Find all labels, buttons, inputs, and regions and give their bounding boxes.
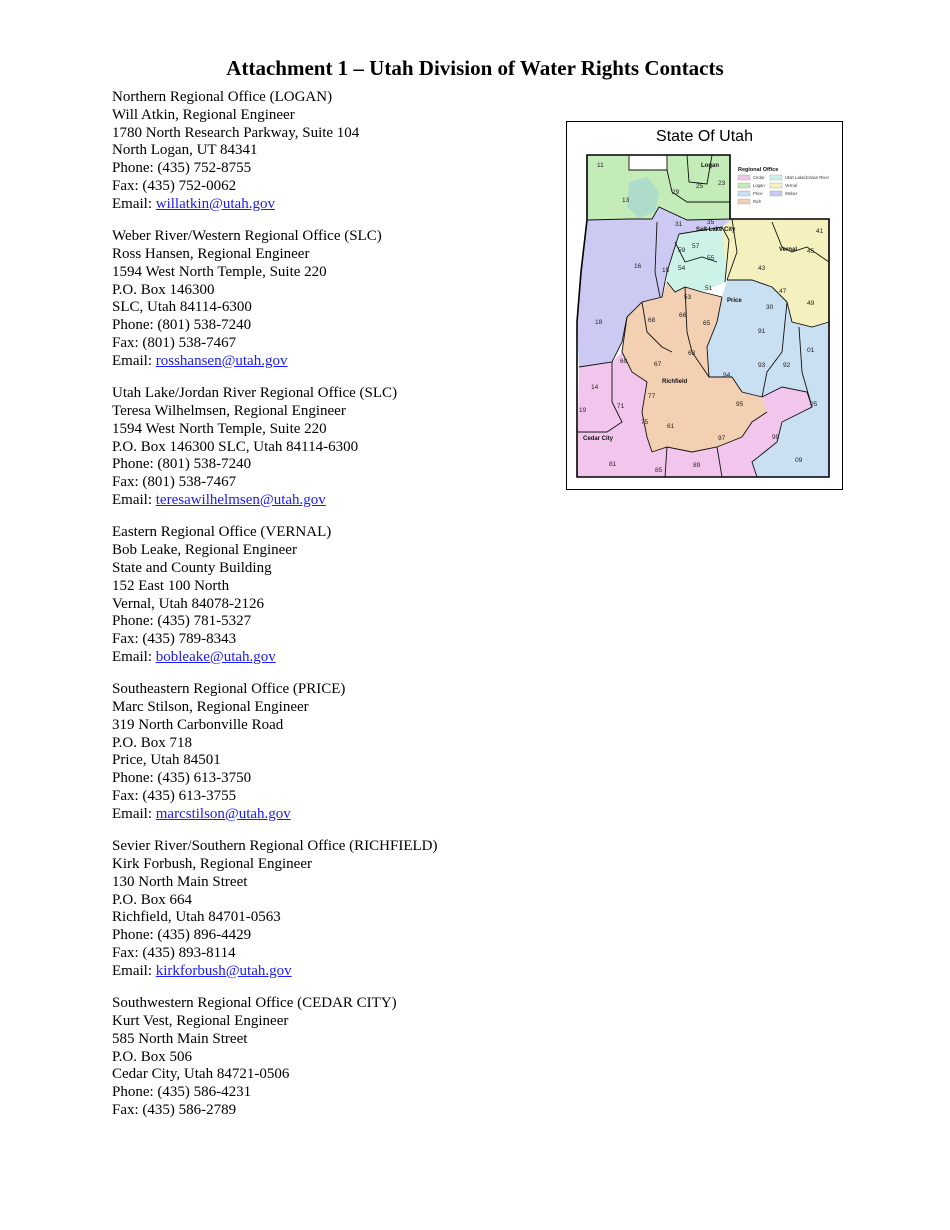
office-detail-line: 152 East 100 North <box>112 577 230 594</box>
area-97: 97 <box>718 435 726 442</box>
legend-swatch <box>738 191 750 196</box>
office-detail-line: 585 North Main Street <box>112 1030 248 1047</box>
email-link[interactable]: rosshansen@utah.gov <box>155 352 288 369</box>
legend-swatch <box>770 183 782 188</box>
email-line <box>112 492 438 510</box>
area-14: 14 <box>591 384 599 391</box>
office-name: Eastern Regional Office (VERNAL) <box>112 524 332 541</box>
office-detail-line: Phone: (435) 613-3750 <box>112 770 252 787</box>
legend-swatch <box>738 199 750 204</box>
area-55: 55 <box>707 255 715 262</box>
area-51: 51 <box>705 285 713 292</box>
office-detail-line: Marc Stilson, Regional Engineer <box>112 699 309 716</box>
email-label: Email: <box>112 352 156 369</box>
city-salt-lake-city: Salt Lake City <box>696 227 736 233</box>
office-detail-line: P.O. Box 146300 <box>112 281 215 298</box>
area-41: 41 <box>816 228 824 235</box>
email-label: Email: <box>112 648 156 665</box>
email-line <box>112 806 438 824</box>
office-detail-line: Vernal, Utah 84078-2126 <box>112 595 265 612</box>
office-detail-line: 319 North Carbonville Road <box>112 716 284 733</box>
area-61: 61 <box>667 423 675 430</box>
office-name: Southwestern Regional Office (CEDAR CITY) <box>112 995 397 1012</box>
area-91: 91 <box>758 328 766 335</box>
area-77: 77 <box>648 393 656 400</box>
area-53: 53 <box>684 294 692 301</box>
office-detail-line: Fax: (435) 893-8114 <box>112 945 236 962</box>
email-label: Email: <box>112 195 156 212</box>
legend-swatch <box>738 175 750 180</box>
office-detail-line: P.O. Box 664 <box>112 891 193 908</box>
area-16: 16 <box>634 263 642 270</box>
area-30: 30 <box>766 304 774 311</box>
legend-title: Regional Office <box>738 167 779 173</box>
area-11: 11 <box>597 162 604 169</box>
area-59: 59 <box>678 247 686 254</box>
legend-label: Price <box>753 191 763 197</box>
city-price: Price <box>727 298 742 304</box>
legend-swatch <box>770 175 782 180</box>
map-legend <box>738 167 830 204</box>
office-detail-line: Ross Hansen, Regional Engineer <box>112 245 310 262</box>
office-detail-line: Phone: (801) 538-7240 <box>112 456 252 473</box>
office-detail-line: Bob Leake, Regional Engineer <box>112 542 297 559</box>
email-line <box>112 963 438 981</box>
office-block <box>112 89 438 214</box>
office-detail-line: Kurt Vest, Regional Engineer <box>112 1013 289 1030</box>
map-graphic <box>567 122 843 490</box>
office-block <box>112 228 438 370</box>
office-name: Sevier River/Southern Regional Office (RICHFIELD) <box>112 838 438 855</box>
email-line <box>112 353 438 371</box>
email-link[interactable]: marcstilson@utah.gov <box>155 805 291 822</box>
area-13: 13 <box>622 197 630 204</box>
office-detail-line: Phone: (435) 586-4231 <box>112 1084 252 1101</box>
office-detail-line: 1594 West North Temple, Suite 220 <box>112 420 327 437</box>
office-detail-line: Phone: (435) 752-8755 <box>112 160 252 177</box>
area-93: 93 <box>758 362 766 369</box>
office-detail-line: Fax: (435) 613-3755 <box>112 788 237 805</box>
legend-swatch <box>738 183 750 188</box>
area-63: 63 <box>688 350 696 357</box>
area-65: 65 <box>703 320 711 327</box>
area-15: 15 <box>662 267 670 274</box>
contact-list <box>112 89 438 1134</box>
office-block <box>112 995 438 1120</box>
office-detail-line: Kirk Forbush, Regional Engineer <box>112 856 312 873</box>
office-block <box>112 681 438 823</box>
area-01: 01 <box>807 347 815 354</box>
office-detail-line: Fax: (801) 538-7467 <box>112 334 237 351</box>
office-detail-line: Cedar City, Utah 84721-0506 <box>112 1066 290 1083</box>
office-detail-line: Phone: (435) 781-5327 <box>112 613 252 630</box>
office-detail-line: 130 North Main Street <box>112 873 248 890</box>
office-detail-line: Teresa Wilhelmsen, Regional Engineer <box>112 402 346 419</box>
area-95: 95 <box>736 401 744 408</box>
area-71: 71 <box>617 403 625 410</box>
email-label: Email: <box>112 962 156 979</box>
utah-map <box>566 121 843 490</box>
area-68: 68 <box>648 317 656 324</box>
area-18: 18 <box>595 319 603 326</box>
email-link[interactable]: willatkin@utah.gov <box>155 195 275 212</box>
area-31: 31 <box>675 221 683 228</box>
area-35: 35 <box>707 219 715 226</box>
email-link[interactable]: kirkforbush@utah.gov <box>155 962 292 979</box>
area-45: 45 <box>807 248 815 255</box>
area-67: 67 <box>654 361 662 368</box>
office-detail-line: SLC, Utah 84114-6300 <box>112 299 252 316</box>
office-detail-line: Will Atkin, Regional Engineer <box>112 106 295 123</box>
office-detail-line: 1780 North Research Parkway, Suite 104 <box>112 124 360 141</box>
area-47: 47 <box>779 288 787 295</box>
area-54: 54 <box>678 265 686 272</box>
office-block <box>112 524 438 666</box>
legend-label: Rich <box>753 199 762 205</box>
email-label: Email: <box>112 805 156 822</box>
office-detail-line: North Logan, UT 84341 <box>112 142 258 159</box>
legend-label: Utah Lake/Jordan River <box>785 175 829 181</box>
email-link[interactable]: teresawilhelmsen@utah.gov <box>155 491 326 508</box>
legend-label: Weber <box>785 191 798 197</box>
city-richfield: Richfield <box>662 379 688 385</box>
email-link[interactable]: bobleake@utah.gov <box>155 648 276 665</box>
city-cedar-city: Cedar City <box>583 436 614 442</box>
office-detail-line: Richfield, Utah 84701-0563 <box>112 909 281 926</box>
area-23: 23 <box>718 180 726 187</box>
email-line <box>112 649 438 667</box>
office-name: Northern Regional Office (LOGAN) <box>112 89 333 105</box>
area-81: 81 <box>609 461 617 468</box>
office-detail-line: Phone: (801) 538-7240 <box>112 317 252 334</box>
office-detail-line: P.O. Box 506 <box>112 1048 193 1065</box>
office-detail-line: P.O. Box 146300 SLC, Utah 84114-6300 <box>112 438 359 455</box>
area-57: 57 <box>692 243 700 250</box>
email-label: Email: <box>112 491 156 508</box>
area-94: 94 <box>723 372 731 379</box>
office-detail-line: 1594 West North Temple, Suite 220 <box>112 263 327 280</box>
area-43: 43 <box>758 265 766 272</box>
office-detail-line: P.O. Box 718 <box>112 734 193 751</box>
office-detail-line: Phone: (435) 896-4429 <box>112 927 252 944</box>
area-19: 19 <box>579 407 587 414</box>
legend-label: Cedar <box>753 175 765 181</box>
office-detail-line: Fax: (435) 752-0062 <box>112 177 237 194</box>
email-line <box>112 196 438 214</box>
area-25: 25 <box>696 183 704 190</box>
office-detail-line: Fax: (801) 538-7467 <box>112 474 237 491</box>
area-66: 66 <box>679 312 687 319</box>
map-title: State Of Utah <box>656 128 753 145</box>
office-detail-line: Price, Utah 84501 <box>112 752 221 769</box>
office-detail-line: Fax: (435) 586-2789 <box>112 1102 237 1118</box>
office-name: Weber River/Western Regional Office (SLC) <box>112 228 382 245</box>
page-title: Attachment 1 – Utah Division of Water Rights Contacts <box>226 56 724 80</box>
legend-swatch <box>770 191 782 196</box>
area-89: 89 <box>693 462 701 469</box>
office-detail-line: State and County Building <box>112 559 272 576</box>
area-05: 05 <box>810 401 818 408</box>
area-49: 49 <box>807 300 815 307</box>
area-29: 29 <box>672 189 680 196</box>
area-75: 75 <box>641 419 649 426</box>
city-vernal: Vernal <box>779 247 798 253</box>
legend-label: Vernal <box>785 183 797 189</box>
office-block <box>112 385 438 510</box>
office-name: Utah Lake/Jordan River Regional Office (SLC) <box>112 385 398 402</box>
office-name: Southeastern Regional Office (PRICE) <box>112 681 346 698</box>
office-detail-line: Fax: (435) 789-8343 <box>112 631 237 648</box>
area-92: 92 <box>783 362 791 369</box>
area-99: 99 <box>772 434 780 441</box>
area-85: 85 <box>655 467 663 474</box>
city-logan: Logan <box>701 163 719 169</box>
area-09: 09 <box>795 457 803 464</box>
office-block <box>112 838 438 980</box>
area-69: 69 <box>620 358 628 365</box>
legend-label: Logan <box>753 183 765 189</box>
